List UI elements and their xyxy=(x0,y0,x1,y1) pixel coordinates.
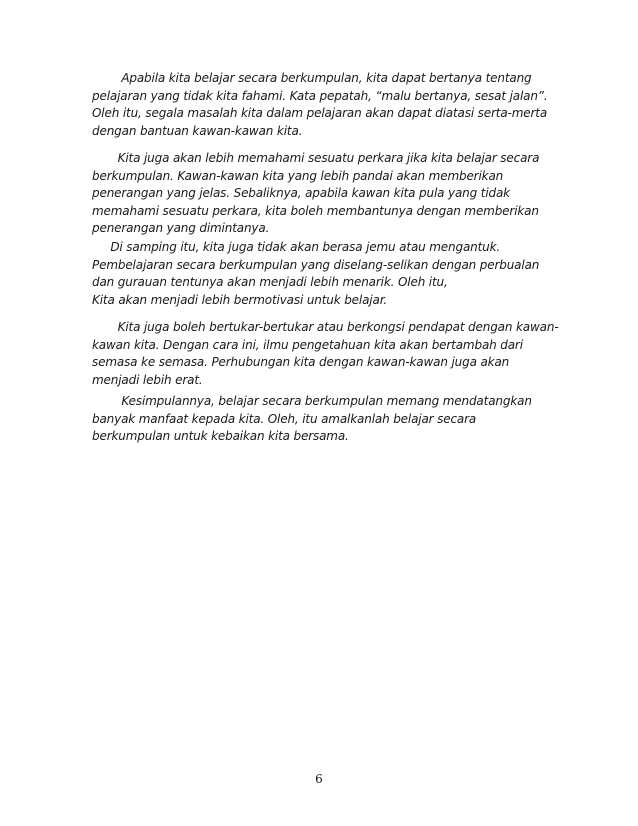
paragraph-line: dan gurauan tentunya akan menjadi lebih menarik. Oleh itu, xyxy=(92,275,448,289)
paragraph-line: Di samping itu, kita juga tidak akan berasa jemu atau mengantuk. xyxy=(92,240,501,254)
paragraph-line: banyak manfaat kepada kita. Oleh, itu amalkanlah belajar secara xyxy=(92,411,477,426)
paragraph-2 xyxy=(92,150,592,238)
paragraph-line: semasa ke semasa. Perhubungan kita dengan kawan-kawan juga akan xyxy=(92,355,510,369)
paragraph-line: pelajaran yang tidak kita fahami. Kata pepatah, “malu bertanya, sesat jalan”. xyxy=(92,88,548,103)
paragraph-5 xyxy=(92,393,592,446)
paragraph-line: Kita juga boleh bertukar-bertukar atau berkongsi pendapat dengan kawan- xyxy=(92,320,559,334)
paragraph-line: Oleh itu, segala masalah kita dalam pelajaran akan dapat diatasi serta-merta xyxy=(92,106,548,120)
paragraph-line: Pembelajaran secara berkumpulan yang diselang-selikan dengan perbualan xyxy=(92,257,540,272)
paragraph-3 xyxy=(92,239,592,309)
paragraph-line: Kita akan menjadi lebih bermotivasi untuk belajar. xyxy=(92,292,388,307)
paragraph-1 xyxy=(92,70,592,140)
paragraph-4 xyxy=(92,319,592,389)
paragraph-line: Apabila kita belajar secara berkumpulan, kita dapat bertanya tentang xyxy=(92,71,532,85)
paragraph-line: penerangan yang dimintanya. xyxy=(92,221,270,235)
page-number: 6 xyxy=(315,772,323,786)
paragraph-line: Kita juga akan lebih memahami sesuatu perkara jika kita belajar secara xyxy=(92,151,540,165)
paragraph-line: kawan kita. Dengan cara ini, ilmu pengetahuan kita akan bertambah dari xyxy=(92,337,523,352)
paragraph-line: menjadi lebih erat. xyxy=(92,372,203,387)
paragraph-line: Kesimpulannya, belajar secara berkumpulan memang mendatangkan xyxy=(92,394,532,408)
paragraph-line: memahami sesuatu perkara, kita boleh membantunya dengan memberikan xyxy=(92,203,539,218)
paragraph-line: berkumpulan untuk kebaikan kita bersama. xyxy=(92,429,349,443)
paragraph-line: penerangan yang jelas. Sebaliknya, apabila kawan kita pula yang tidak xyxy=(92,186,510,200)
paragraph-line: berkumpulan. Kawan-kawan kita yang lebih pandai akan memberikan xyxy=(92,168,504,183)
paragraph-line: dengan bantuan kawan-kawan kita. xyxy=(92,123,303,138)
